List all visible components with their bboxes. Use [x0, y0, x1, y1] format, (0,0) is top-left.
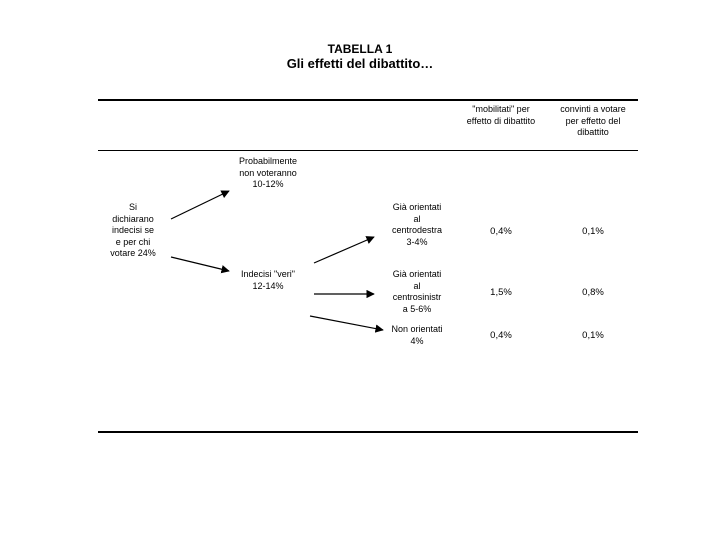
row-label-non-orientati: Non orientati 4% — [391, 324, 443, 346]
arrow-to-centrodestra — [314, 237, 374, 263]
node-root: Si dichiarano indecisi se e per chi votare 24% — [110, 202, 156, 258]
node-non-voteranno: Probabilmente non voteranno 10-12% — [238, 156, 298, 189]
row-label-centrodestra: Già orientati al centrodestra 3-4% — [391, 202, 443, 247]
column-header-mobilitati: "mobilitati" per effetto di dibattito — [466, 104, 536, 126]
value-non-orientati-mobilitati: 0,4% — [490, 330, 512, 341]
node-indecisi-veri: Indecisi "veri" 12-14% — [241, 269, 295, 291]
value-non-orientati-convinti: 0,1% — [582, 330, 604, 341]
value-centrodestra-mobilitati: 0,4% — [490, 226, 512, 237]
value-centrosinistra-mobilitati: 1,5% — [490, 287, 512, 298]
arrow-root-to-non-voteranno — [171, 191, 229, 219]
row-label-centrosinistra: Già orientati al centrosinistr a 5-6% — [392, 269, 442, 314]
column-header-convinti: convinti a votare per effetto del dibattito — [560, 104, 626, 137]
page-title: Gli effetti del dibattito… — [286, 56, 434, 71]
arrow-to-non-orientati — [310, 316, 383, 330]
arrow-root-to-indecisi-veri — [171, 257, 229, 271]
table-label: TABELLA 1 — [327, 42, 393, 56]
value-centrosinistra-convinti: 0,8% — [582, 287, 604, 298]
value-centrodestra-convinti: 0,1% — [582, 226, 604, 237]
